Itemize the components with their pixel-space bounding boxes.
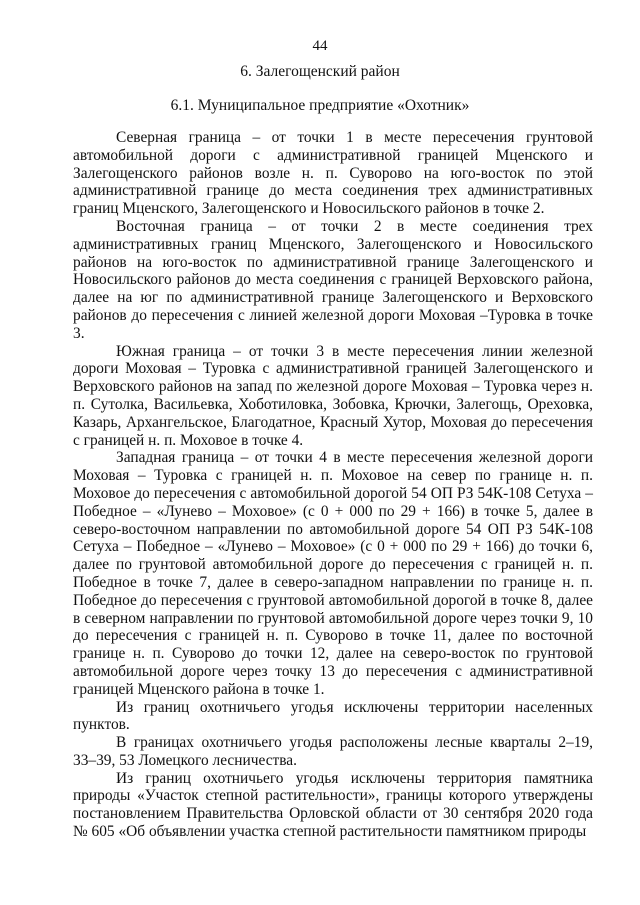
paragraph-forest-quarters: В границах охотничьего угодья расположены лесные кварталы 2–19, 33–39, 53 Ломецкого лесничества. bbox=[73, 734, 593, 769]
subsection-title: 6.1. Муниципальное предприятие «Охотник» bbox=[170, 97, 470, 114]
paragraph-north-border: Северная граница – от точки 1 в месте пересечения грунтовой автомобильной дороги с административной границей Мценского и Залегощенского районов возле н. п. Суворово на юго-восток по этой административной границе до места соединения трех административных границ Мценского, Залегощенского и Новосильского районов в точке 2. bbox=[73, 129, 593, 218]
section-title: 6. Залегощенский район bbox=[240, 63, 400, 80]
page-number: 44 bbox=[312, 38, 328, 54]
document-body bbox=[73, 129, 593, 841]
paragraph-excluded-settlements: Из границ охотничьего угодья исключены территории населенных пунктов. bbox=[73, 698, 593, 734]
paragraph-east-border: Восточная граница – от точки 2 в месте соединения трех административных границ Мценского, Залегощенского и Новосильского районов на юго-восток по административной границе Залегощенского и Новосильского районов до места соединения с границей Верховского района, далее на юг по административной границе Залегощенского и Верховского районов до пересечения с линией железной дороги Моховая –Туровка в точке 3. bbox=[73, 217, 593, 342]
paragraph-south-border: Южная граница – от точки 3 в месте пересечения линии железной дороги Моховая – Туровка с административной границей Залегощенского и Верховского районов на запад по железной дороге Моховая – Туровка через н. п. Сутолка, Васильевка, Хоботиловка, Зобовка, Крючки, Залегощь, Ореховка, Казарь, Архангельское, Благодатное, Красный Хутор, Моховая до пересечения с границей н. п. Моховое в точке 4. bbox=[73, 342, 593, 449]
paragraph-nature-monument: Из границ охотничьего угодья исключены территория памятника природы «Участок степной растительности», границы которого утверждены постановлением Правительства Орловской области от 30 сентября 2020 года № 605 «Об объявлении участка степной растительности памятником природы bbox=[73, 769, 593, 841]
paragraph-west-border: Западная граница – от точки 4 в месте пересечения железной дороги Моховая – Туровка с границей н. п. Моховое на север по границе н. п. Моховое до пересечения с автомобильной дорогой 54 ОП РЗ 54К-108 Сетуха – Победное – «Лунево – Моховое» (с 0 + 000 по 29 + 166) в точке 5, далее в северо-восточном направлении по автомобильной дороге 54 ОП РЗ 54К-108 Сетуха – Победное – «Лунево – Моховое» (с 0 + 000 по 29 + 166) до точки 6, далее по грунтовой автомобильной дороге до пересечения с границей н. п. Победное в точке 7, далее в северо-западном направлении по границе н. п. Победное до пересечения с грунтовой автомобильной дорогой в точке 8, далее в северном направлении по грунтовой автомобильной дороге через точки 9, 10 до пересечения с границей н. п. Суворово в точке 11, далее по восточной границе н. п. Суворово до точки 12, далее на северо-восток по грунтовой автомобильной дороге через точку 13 до пересечения с административной границей Мценского района в точке 1. bbox=[73, 449, 593, 698]
